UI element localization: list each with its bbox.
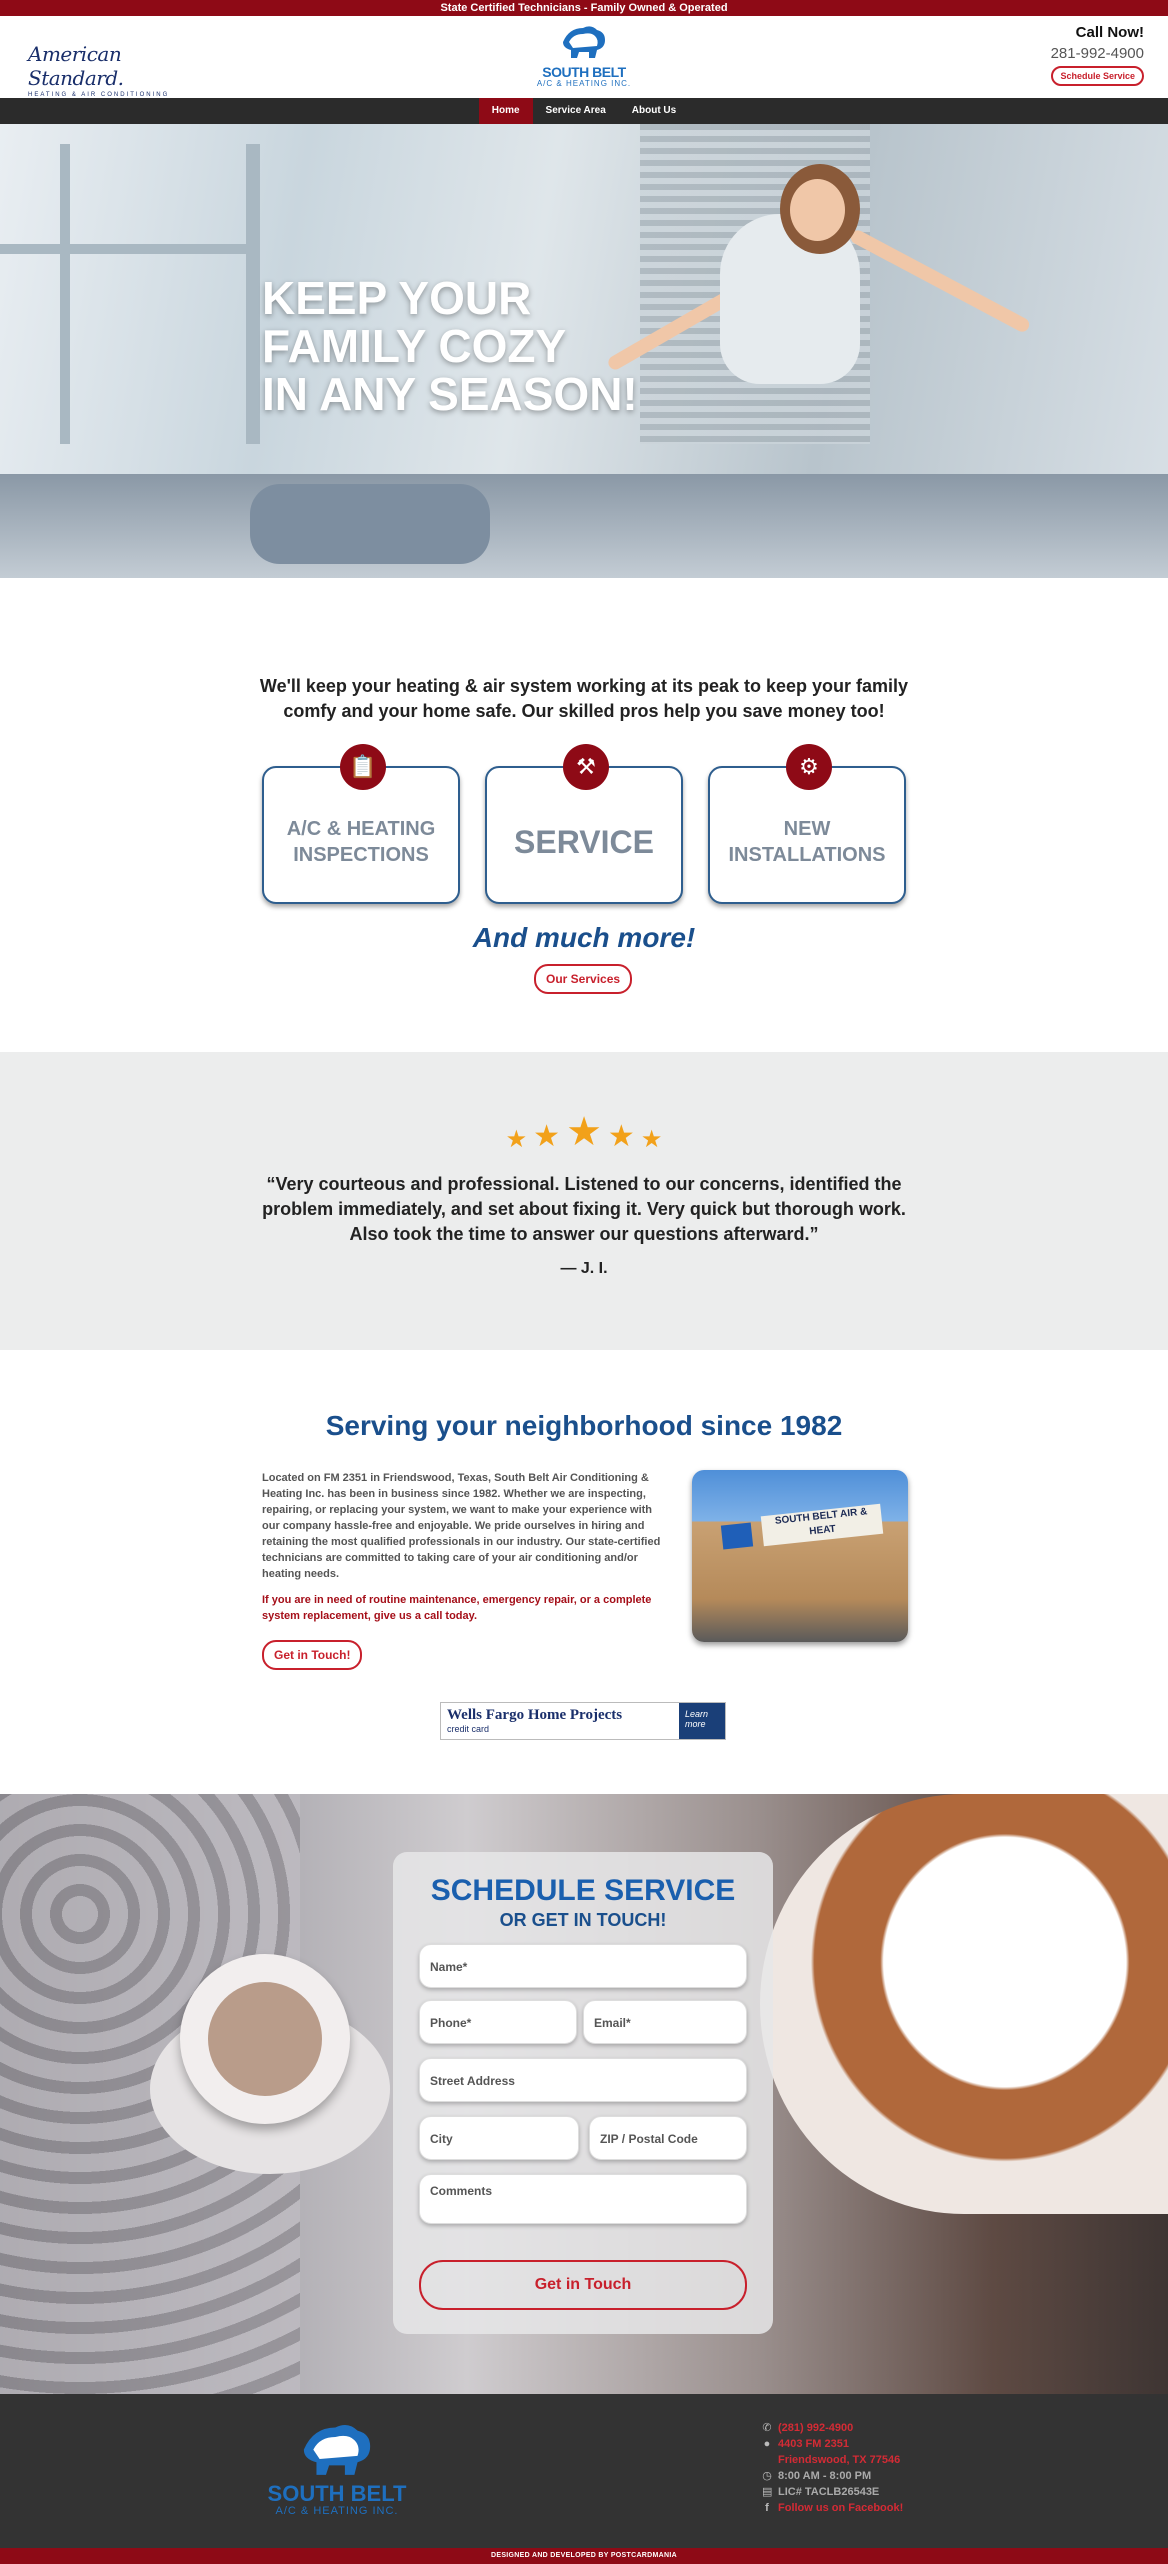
brand-name: SOUTH BELT — [542, 64, 626, 80]
about-cta-text: If you are in need of routine maintenance, emergency repair, or a complete system replacement, give us a call today. — [262, 1594, 652, 1622]
phone-icon: ✆ — [762, 2422, 772, 2434]
tools-icon: ⚒ — [563, 744, 609, 790]
credits-bar — [0, 2548, 1168, 2564]
nav-item-about-us[interactable]: About Us — [631, 105, 677, 116]
hero-banner — [0, 124, 1168, 578]
footer-address-line-1[interactable]: 4403 FM 2351 — [778, 2438, 849, 2450]
clipboard-icon: 📋 — [340, 744, 386, 790]
partner-logo-script: American Standard. — [28, 42, 124, 90]
footer-brand-name: SOUTH BELT — [267, 2481, 407, 2506]
testimonial-section — [0, 1052, 1168, 1350]
services-section — [0, 578, 1168, 1052]
footer-license: LIC# TACLB26543E — [778, 2486, 880, 2498]
card-title-line-1: A/C & HEATING — [286, 818, 436, 840]
about-section — [0, 1350, 1168, 1794]
wf-learn-more[interactable]: Learn more — [679, 1703, 725, 1739]
services-more-heading: And much more! — [472, 922, 696, 953]
card-title-line-2: INSPECTIONS — [293, 844, 429, 866]
hero-arm-decoration — [848, 228, 1031, 334]
wf-title: Wells Fargo Home Projects — [447, 1707, 623, 1723]
polar-bear-icon — [297, 2418, 377, 2478]
card-title-line-1: SERVICE — [514, 824, 654, 860]
zip-field[interactable]: ZIP / Postal Code — [589, 2116, 747, 2160]
footer-brand-sub: A/C & HEATING INC. — [275, 2505, 399, 2517]
american-standard-logo[interactable] — [28, 42, 188, 98]
south-belt-logo[interactable] — [534, 22, 634, 88]
star-icon: ★ — [640, 1126, 663, 1153]
polar-bear-icon — [561, 22, 607, 60]
comments-field[interactable]: Comments — [419, 2174, 747, 2224]
schedule-form — [393, 1852, 773, 2334]
email-field[interactable]: Email* — [583, 2000, 747, 2044]
form-subtitle: OR GET IN TOUCH! — [499, 1910, 667, 1930]
hero-child-face-decoration — [790, 179, 845, 241]
star-icon: ★ — [607, 1120, 635, 1153]
facebook-icon: f — [765, 2502, 769, 2514]
star-rating — [500, 1112, 668, 1152]
hero-pillow-decoration — [250, 484, 490, 564]
main-nav — [0, 98, 1168, 124]
form-title: SCHEDULE SERVICE — [430, 1874, 736, 1907]
card-title — [728, 816, 885, 868]
footer-hours: 8:00 AM - 8:00 PM — [778, 2470, 872, 2482]
site-footer — [0, 2394, 1168, 2548]
brand-sub: A/C & HEATING INC. — [536, 79, 632, 88]
call-label: Call Now! — [1075, 24, 1144, 41]
wf-sub: credit card — [447, 1724, 490, 1734]
card-service[interactable] — [485, 754, 683, 904]
facebook-link[interactable]: Follow us on Facebook! — [778, 2502, 904, 2514]
name-field[interactable]: Name* — [419, 1944, 747, 1988]
wf-banner-text — [441, 1703, 679, 1739]
storefront-small-sign — [721, 1522, 753, 1549]
card-title-line-1: NEW — [783, 818, 831, 840]
coffee-cup-decoration — [180, 1954, 350, 2124]
about-title: Serving your neighborhood since 1982 — [325, 1410, 843, 1441]
schedule-service-button[interactable]: Schedule Service — [1051, 66, 1144, 86]
star-icon: ★ — [566, 1110, 602, 1154]
footer-logo[interactable] — [262, 2418, 412, 2517]
about-body — [262, 1470, 662, 1624]
spacer — [762, 2452, 772, 2468]
service-cards — [262, 754, 906, 904]
hero-window-decoration — [0, 144, 260, 444]
testimonial-quote: “Very courteous and professional. Listened to our concerns, identified the problem immediately, and set about fixing it. Very quick but thorough work. Also took the time to answer our questions afterward.” — [262, 1174, 906, 1244]
hero-bed-decoration — [0, 474, 1168, 578]
card-title — [514, 824, 654, 860]
schedule-section — [0, 1794, 1168, 2394]
top-announcement-bar — [0, 0, 1168, 16]
get-in-touch-button[interactable]: Get in Touch! — [262, 1640, 362, 1670]
card-title-line-2: INSTALLATIONS — [728, 844, 886, 866]
footer-address-line-2[interactable]: Friendswood, TX 77546 — [778, 2454, 901, 2466]
nav-item-service-area[interactable]: Service Area — [545, 105, 606, 116]
license-icon: ▤ — [762, 2486, 773, 2498]
street-address-field[interactable]: Street Address — [419, 2058, 747, 2102]
city-field[interactable]: City — [419, 2116, 579, 2160]
hero-line-2: FAMILY COZY — [262, 320, 567, 372]
footer-contact — [762, 2420, 903, 2516]
site-header — [0, 16, 1168, 98]
credits-text[interactable]: DESIGNED AND DEVELOPED BY POSTCARDMANIA — [491, 2552, 677, 2559]
card-inspections[interactable] — [262, 754, 460, 904]
announcement-text: State Certified Technicians - Family Owned & Operated — [440, 2, 728, 14]
partner-logo-sub: HEATING & AIR CONDITIONING — [28, 92, 170, 98]
about-paragraph: Located on FM 2351 in Friendswood, Texas, South Belt Air Conditioning & Heating Inc. has been in business since 1982. Whether we are inspecting, repairing, or replacing your system, we want to make your experience with our company hassle-free and enjoyable. We pride ourselves in hiring and retaining the most qualified professionals in our industry. Our state-certified technicians are committed to taking care of your air conditioning and/or heating needs. — [262, 1472, 661, 1580]
card-installations[interactable] — [708, 754, 906, 904]
star-icon: ★ — [505, 1126, 528, 1153]
installer-icon: ⚙ — [786, 744, 832, 790]
call-block — [1051, 24, 1144, 86]
phone-field[interactable]: Phone* — [419, 2000, 577, 2044]
nav-item-home[interactable]: Home — [479, 98, 533, 124]
hero-headline — [262, 274, 638, 418]
sleeping-dog-decoration — [760, 1794, 1168, 2214]
header-phone-link[interactable]: 281-992-4900 — [1050, 45, 1144, 62]
storefront-photo — [692, 1470, 908, 1642]
card-title — [287, 816, 436, 868]
hero-line-3: IN ANY SEASON! — [262, 368, 638, 420]
clock-icon: ◷ — [762, 2470, 772, 2482]
hero-line-1: KEEP YOUR — [262, 272, 532, 324]
map-pin-icon: ● — [763, 2438, 771, 2450]
star-icon: ★ — [533, 1120, 561, 1153]
wells-fargo-banner[interactable] — [440, 1702, 726, 1740]
services-intro: We'll keep your heating & air system working at its peak to keep your family comfy and your home safe. Our skilled pros help you save money too! — [259, 676, 909, 721]
submit-button[interactable]: Get in Touch — [419, 2260, 747, 2310]
storefront-sign: SOUTH BELT AIR & HEAT — [761, 1504, 883, 1546]
testimonial-author: — J. I. — [560, 1260, 608, 1277]
our-services-button[interactable]: Our Services — [534, 964, 632, 994]
footer-phone-link[interactable]: (281) 992-4900 — [778, 2422, 854, 2434]
